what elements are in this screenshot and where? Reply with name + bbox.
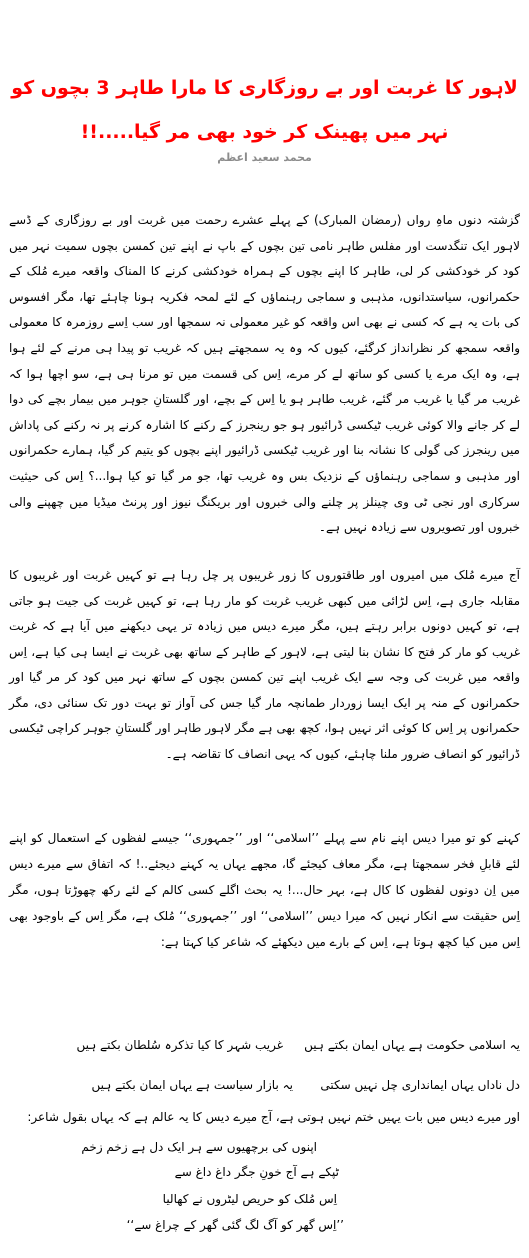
poem-line-2: ٹپکے ہے آج خونِ جگر داغ داغ سے xyxy=(174,1165,339,1179)
verse-1-first-half: یہ اسلامی حکومت ہے یہاں ایمان بکتے ہیں xyxy=(304,1038,520,1052)
author-byline: محمد سعید اعظم xyxy=(217,151,312,164)
verse-1-second-half: غریب شہر کا کیا تذکرہ سُلطان بکتے ہیں xyxy=(76,1038,283,1052)
poem-line-1: اپنوں کی برچھیوں سے ہر ایک دل ہے زخم زخم xyxy=(81,1140,317,1154)
verse-2-first-half: دل ناداں یہاں ایمانداری چل نہیں سکتی xyxy=(320,1078,520,1092)
verse-2-second-half: یہ بازار سیاست ہے یہاں ایمان بکتے ہیں xyxy=(91,1078,293,1092)
article-title: لاہور کا غربت اور بے روزگاری کا مارا طاہر 3 بچوں کو نہر میں پھینک کر خود بھی مر گیا.....!! xyxy=(11,77,518,143)
poem-line-4: ’’اِس گھر کو آگ لگ گئی گھر کے چراغ سے‘‘ xyxy=(126,1218,344,1232)
closing-line: اور میرے دیس میں بات یہیں ختم نہیں ہوتی ہے، آج میرے دیس کا یہ عالم ہے کہ یہاں بقول شاعر: xyxy=(27,1110,520,1124)
paragraph-2: آج میرے مُلک میں امیروں اور طاقتوروں کا زور غریبوں پر چل رہا ہے تو کہیں غربت اور غریبوں کا مقابلہ جاری ہے، اِس لڑائی میں کبھی غریب غربت کو مار رہا ہے، تو کہیں غربت کی جیت ہو جاتی ہے، تو کہیں دونوں برابر رہتے ہیں، مگر میرے دیس میں زیادہ تر یہی دیکھنے میں آیا ہے کہ غربت غریب کو مار کر فتح کا نشان بنا لیتی ہے، لاہور کے طاہر کے ساتھ بھی غربت نے ایسا ہی کیا ہے، اِس واقعہ میں غربت کی وجہ سے ایک غریب اپنے تین کمسن بچوں کے ساتھ نہر میں کود کر مر گیا اور حکمرانوں کے منہ پر ایک ایسا زوردار طمانچہ مار گیا جس کی آواز تو بہت دور تک سنائی دی، مگر حکمرانوں پر اِس کا کوئی اثر نہیں ہوا، کچھ بھی ہے مگر لاہور طاہر اور گلستانِ جوہر کراچی ٹیکسی ڈرائیور کو انصاف ضرور ملنا چاہئے، کیوں کہ یہی انصاف کا تقاضہ ہے۔ xyxy=(9,568,520,761)
paragraph-3: کہنے کو تو میرا دیس اپنے نام سے پہلے ’’اسلامی‘‘ اور ’’جمہوری‘‘ جیسے لفظوں کے استعمال کو اپنے لئے قابلِ فخر سمجھتا ہے، مگر معاف کیجئے گا، مجھے یہاں یہ کہنے دیجئے..! کہ اتفاق سے میرے دیس میں اِن دونوں لفظوں کا کال ہے، بہر حال...! یہ بحث اگلے کسی کالم کے لئے رکھ چھوڑتا ہوں، مگر اِس حقیقت سے انکار نہیں کہ میرا دیس ’’اسلامی‘‘ اور ’’جمہوری‘‘ مُلک ہے، مگر اِس کے باوجود بھی اِس میں کیا کچھ ہوتا ہے، اِس کے بارے میں دیکھئے کہ شاعر کیا کہتا ہے: xyxy=(9,831,520,949)
poem-line-3: اِس مُلک کو حریص لیٹروں نے کھالیا xyxy=(162,1192,337,1206)
paragraph-1: گزشتہ دنوں ماہِ رواں (رمضان المبارک) کے پہلے عشرے رحمت میں غربت اور بے روزگاری کے ڈسے لاہور ایک تنگدست اور مفلس طاہر نامی تین بچوں کے باپ نے اپنے تین کمسن بچوں سمیت نہر میں کود کر خودکشی کر لی، طاہر کا اپنے بچوں کے ہمراہ خودکشی کرنے کا المناک واقعہ میرے مُلک کے حکمرانوں، سیاستدانوں، مذہبی و سماجی رہنماؤں کے لئے لمحہ فکریہ ہونا چاہئے تھا، مگر افسوس کی بات یہ ہے کہ کسی نے بھی اس واقعہ کو غیر معمولی نہ سمجھا اور سب اِسے روزمرہ کا معمولی واقعہ سمجھ کر نظرانداز کرگئے، کیوں کہ وہ یہ سمجھتے ہیں کہ غریب تو پیدا ہی مرنے کے لئے ہوا ہے، وہ ایک مرے یا کسی کو ساتھ لے کر مرے، اِس کی قسمت میں تو مرنا ہی ہے، سو اچھا ہوا کہ غریب مر گیا یا غریب مر گئے، غریب طاہر ہو یا اِس کے بچے، اور گلستانِ جوہر میں بیمار بچے کی دوا لے کر جانے والا کوئی غریب ٹیکسی ڈرائیور ہو جو رینجرز کے رکنے کا اشارہ کرنے پر نہ رکنے کی پاداش میں رینجرز کی گولی کا نشانہ بنا اور غریب ٹیکسی ڈرائیور اپنے بچوں کو یتیم کر گیا، ہمارے حکمرانوں اور مذہبی و سماجی رہنماؤں کے نزدیک بس وہ غریب تھا، جو مر گیا تو کیا ہوا...؟ اِس کی حیثیت سرکاری اور نجی ٹی وی چینلز پر چلنے والی خبروں اور بریکنگ نیوز اور پرنٹ میڈیا میں چھپنے والی خبروں اور تصویروں سے زیادہ نہیں ہے۔ xyxy=(9,213,520,535)
